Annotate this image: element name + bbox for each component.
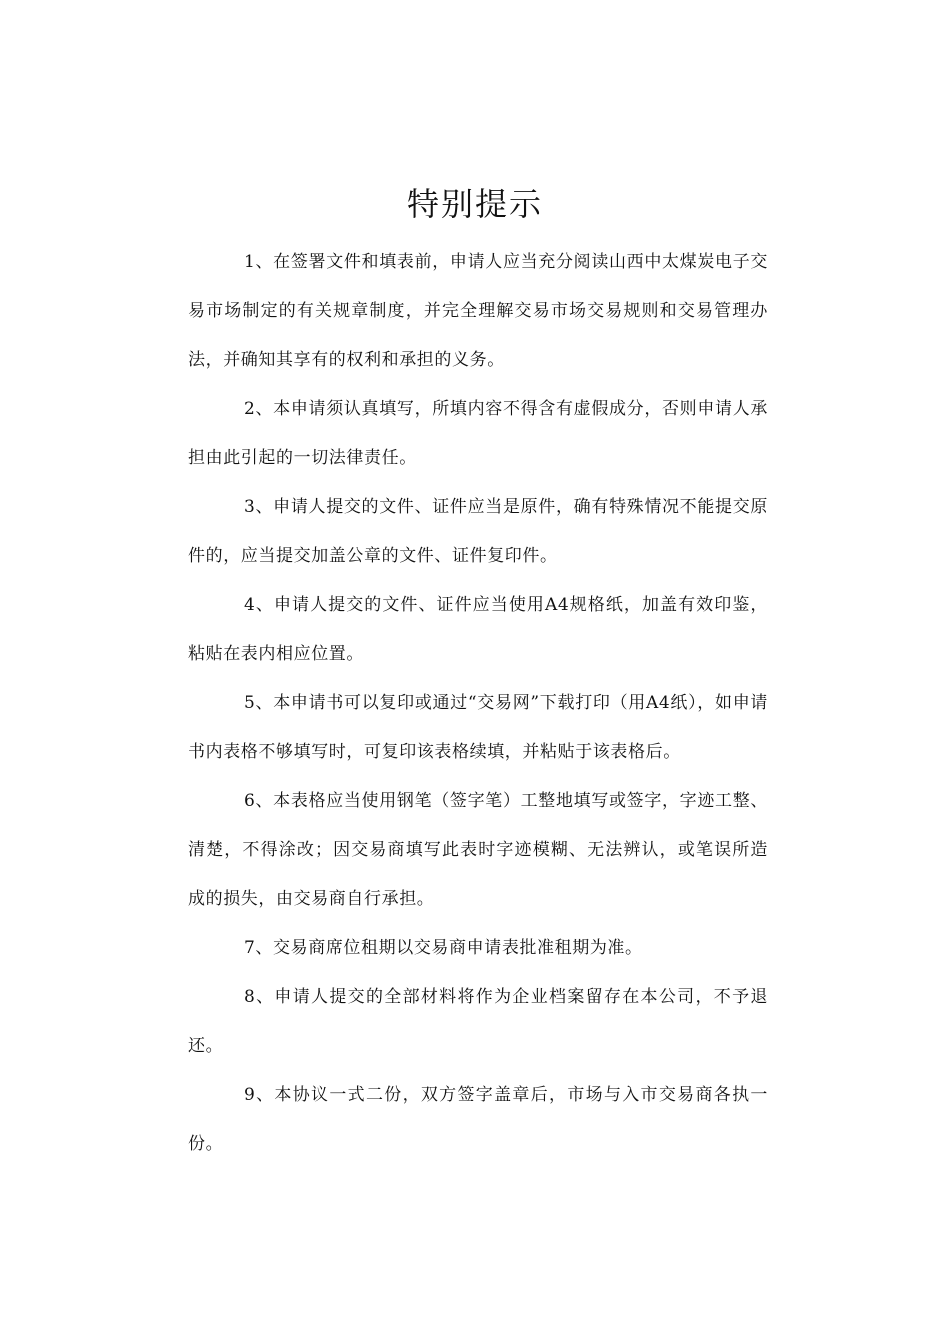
document-body bbox=[188, 238, 768, 1169]
paragraph-4: 4、申请人提交的文件、证件应当使用A4规格纸，加盖有效印鉴，粘贴在表内相应位置。 bbox=[188, 595, 768, 664]
paragraph-7: 7、交易商席位租期以交易商申请表批准租期为准。 bbox=[244, 938, 643, 958]
paragraph-9: 9、本协议一式二份，双方签字盖章后，市场与入市交易商各执一份。 bbox=[188, 1085, 768, 1154]
paragraph-5: 5、本申请书可以复印或通过“交易网”下载打印（用A4纸），如申请书内表格不够填写时，可复印该表格续填，并粘贴于该表格后。 bbox=[188, 693, 768, 762]
paragraph-1: 1、在签署文件和填表前，申请人应当充分阅读山西中太煤炭电子交易市场制定的有关规章制度，并完全理解交易市场交易规则和交易管理办法，并确知其享有的权利和承担的义务。 bbox=[188, 252, 768, 370]
paragraph-2: 2、本申请须认真填写，所填内容不得含有虚假成分，否则申请人承担由此引起的一切法律责任。 bbox=[188, 399, 768, 468]
document-title: 特别提示 bbox=[406, 185, 543, 223]
paragraph-6: 6、本表格应当使用钢笔（签字笔）工整地填写或签字，字迹工整、清楚，不得涂改；因交易商填写此表时字迹模糊、无法辨认，或笔误所造成的损失，由交易商自行承担。 bbox=[188, 791, 768, 909]
paragraph-3: 3、申请人提交的文件、证件应当是原件，确有特殊情况不能提交原件的，应当提交加盖公章的文件、证件复印件。 bbox=[188, 497, 768, 566]
paragraph-8: 8、申请人提交的全部材料将作为企业档案留存在本公司，不予退还。 bbox=[188, 987, 768, 1056]
